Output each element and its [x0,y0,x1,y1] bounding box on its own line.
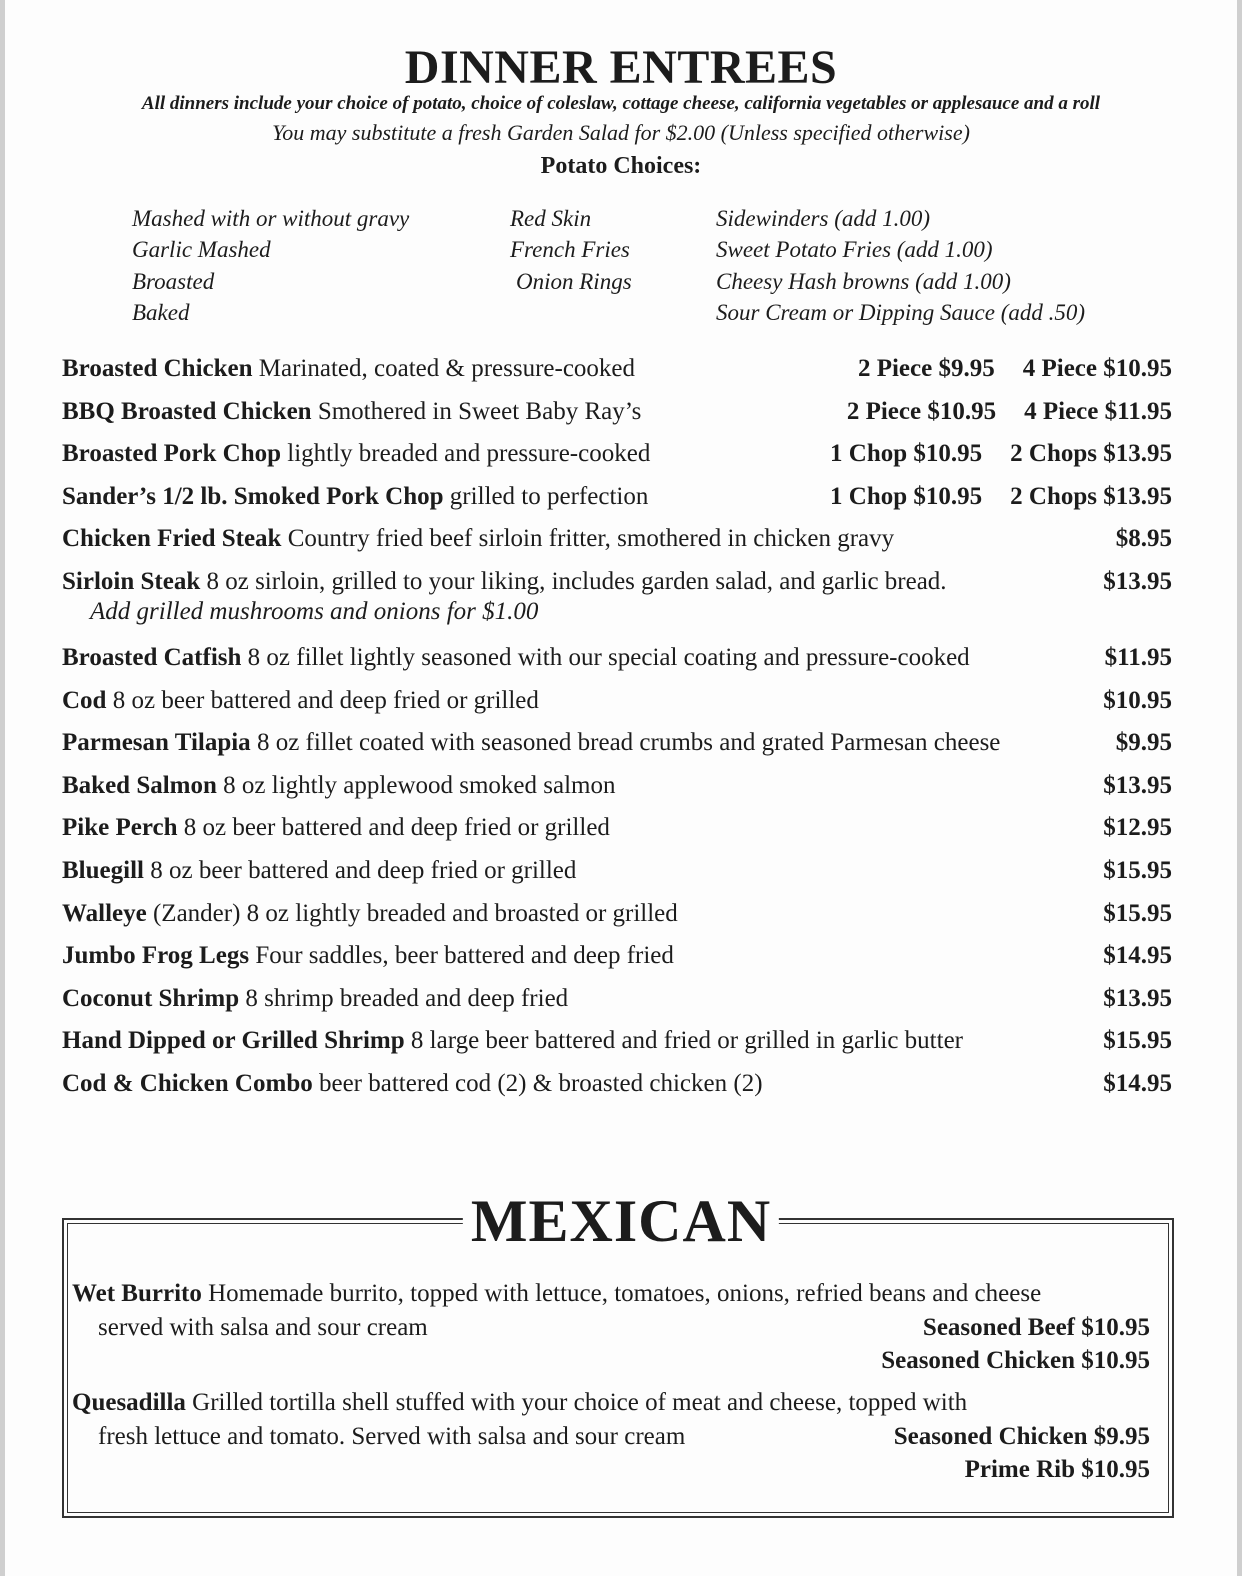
entree-price: $10.95 [1103,686,1172,714]
entree-name: Sirloin Steak [62,567,201,595]
entree-row [62,1022,1172,1065]
mexican-item-price: Seasoned Chicken $9.95 [893,1422,1150,1450]
entree-desc: Smothered in Sweet Baby Ray’s [317,397,642,425]
entree-price: 4 Piece $10.95 [1022,355,1172,382]
entree-name: Jumbo Frog Legs [62,942,250,970]
entree-desc: 8 oz lightly applewood smoked salmon [223,771,616,799]
entree-name: Broasted Catfish [62,643,242,671]
potato-option: Sour Cream or Dipping Sauce (add .50) [716,299,1086,325]
entree-row [62,724,1172,767]
entree-name: Sander’s 1/2 lb. Smoked Pork Chop [62,482,444,510]
entree-price: $13.95 [1103,771,1172,799]
entree-price: $11.95 [1104,643,1172,671]
entree-row [62,852,1172,895]
entree-name: Baked Salmon [62,771,217,799]
entree-row [62,350,1172,393]
entree-desc: lightly breaded and pressure-cooked [287,440,651,468]
entree-name: Broasted Chicken [62,355,253,382]
entree-name: Cod [62,686,107,714]
entree-desc: 8 oz beer battered and deep fried or grilled [112,686,539,714]
entree-price: $9.95 [1115,729,1172,757]
entree-desc: 8 oz beer battered and deep fried or grilled [150,856,577,884]
potato-option: Broasted [132,268,215,294]
entree-name: BBQ Broasted Chicken [62,397,312,425]
entree-price: $14.95 [1103,942,1172,970]
entree-price: $15.95 [1103,1027,1172,1055]
entree-name: Hand Dipped or Grilled Shrimp [62,1027,405,1055]
entree-price: $12.95 [1103,814,1172,842]
potato-option: French Fries [510,237,630,263]
mexican-item-price: Seasoned Beef $10.95 [922,1313,1150,1341]
potato-option: Cheesy Hash browns (add 1.00) [716,268,1011,294]
entree-name: Pike Perch [62,814,178,842]
entree-name: Bluegill [62,856,144,884]
dinner-includes-note: All dinners include your choice of potato, choice of coleslaw, cottage cheese, california vegetables or applesauce and a roll [141,93,1101,114]
entree-name: Parmesan Tilapia [62,729,251,757]
entree-list [62,350,1172,1108]
page-edge-right [1237,0,1242,1576]
entree-price: 2 Chops $13.95 [1010,482,1172,510]
entree-price: 2 Piece $10.95 [846,397,997,425]
potato-choices-heading: Potato Choices: [540,153,702,179]
entree-desc: 8 oz beer battered and deep fried or grilled [183,814,610,842]
entree-desc: 8 shrimp breaded and deep fried [245,984,569,1012]
entree-name: Coconut Shrimp [62,984,240,1012]
entree-price: 1 Chop $10.95 [830,482,983,510]
entree-row [62,435,1172,478]
potato-column-2 [510,203,632,297]
potato-option: Sidewinders (add 1.00) [716,206,931,231]
potato-option: Red Skin [510,206,592,231]
entree-row [62,980,1172,1023]
potato-column-1 [132,203,409,328]
entree-price: 2 Piece $9.95 [857,355,995,382]
entree-row [62,937,1172,980]
entree-price: $13.95 [1103,567,1172,595]
mexican-item-desc: Grilled tortilla shell stuffed with your choice of meat and cheese, topped with [192,1389,968,1416]
entree-price: 4 Piece $11.95 [1024,397,1172,425]
entree-price: $13.95 [1103,984,1172,1012]
entree-row [62,682,1172,725]
entree-price: 1 Chop $10.95 [830,440,983,468]
entree-price: $8.95 [1115,525,1172,553]
entree-desc: beer battered cod (2) & broasted chicken (2) [318,1069,763,1097]
entree-row [62,767,1172,810]
entree-desc: grilled to perfection [449,482,649,510]
mexican-item-wet-burrito [72,1277,1150,1378]
page-title: DINNER ENTREES [404,41,838,94]
potato-option: Baked [132,299,190,325]
mexican-item-quesadilla [72,1386,1150,1487]
entree-name: Broasted Pork Chop [62,440,282,468]
entree-price: $15.95 [1103,856,1172,884]
entree-row [62,895,1172,938]
potato-option: Garlic Mashed [132,237,271,263]
mexican-item-price: Seasoned Chicken $10.95 [881,1347,1150,1374]
mexican-item-desc: served with salsa and sour cream [98,1313,428,1341]
salad-substitute-note: You may substitute a fresh Garden Salad for $2.00 (Unless specified otherwise) [272,120,970,145]
entree-desc: Marinated, coated & pressure-cooked [258,355,636,382]
entree-desc: 8 large beer battered and fried or grilled in garlic butter [410,1027,963,1055]
entree-desc: 8 oz fillet lightly seasoned with our special coating and pressure-cooked [247,643,970,671]
mexican-section-title: MEXICAN [463,1188,779,1254]
mexican-item-desc: Homemade burrito, topped with lettuce, tomatoes, onions, refried beans and cheese [208,1280,1042,1307]
page-edge-left [0,0,5,1576]
entree-row [62,639,1172,682]
entree-name: Walleye [62,899,147,927]
entree-price: $14.95 [1103,1069,1172,1097]
potato-column-3 [716,203,1085,328]
mexican-item-desc: fresh lettuce and tomato. Served with salsa and sour cream [98,1422,686,1450]
entree-row [62,478,1172,521]
potato-option: Onion Rings [516,268,632,294]
entree-desc: 8 oz fillet coated with seasoned bread crumbs and grated Parmesan cheese [256,729,1001,757]
entree-row [62,809,1172,852]
entree-price: $15.95 [1103,899,1172,927]
mexican-item-name: Quesadilla [72,1389,186,1416]
entree-desc: Four saddles, beer battered and deep fried [255,942,674,970]
entree-row [62,520,1172,563]
entree-name: Chicken Fried Steak [62,525,282,553]
entree-row [62,1065,1172,1108]
entree-addon-note: Add grilled mushrooms and onions for $1.00 [90,597,539,625]
entree-desc: (Zander) 8 oz lightly breaded and broasted or grilled [152,899,678,927]
entree-row [62,563,1172,639]
mexican-item-price: Prime Rib $10.95 [964,1456,1150,1483]
potato-option: Mashed with or without gravy [132,206,410,231]
entree-desc: Country fried beef sirloin fritter, smothered in chicken gravy [287,525,895,553]
entree-name: Cod & Chicken Combo [62,1069,313,1097]
mexican-item-name: Wet Burrito [72,1280,202,1307]
entree-desc: 8 oz sirloin, grilled to your liking, includes garden salad, and garlic bread. [206,567,947,595]
potato-option: Sweet Potato Fries (add 1.00) [716,237,993,263]
entree-price: 2 Chops $13.95 [1010,440,1172,468]
entree-row [62,393,1172,436]
